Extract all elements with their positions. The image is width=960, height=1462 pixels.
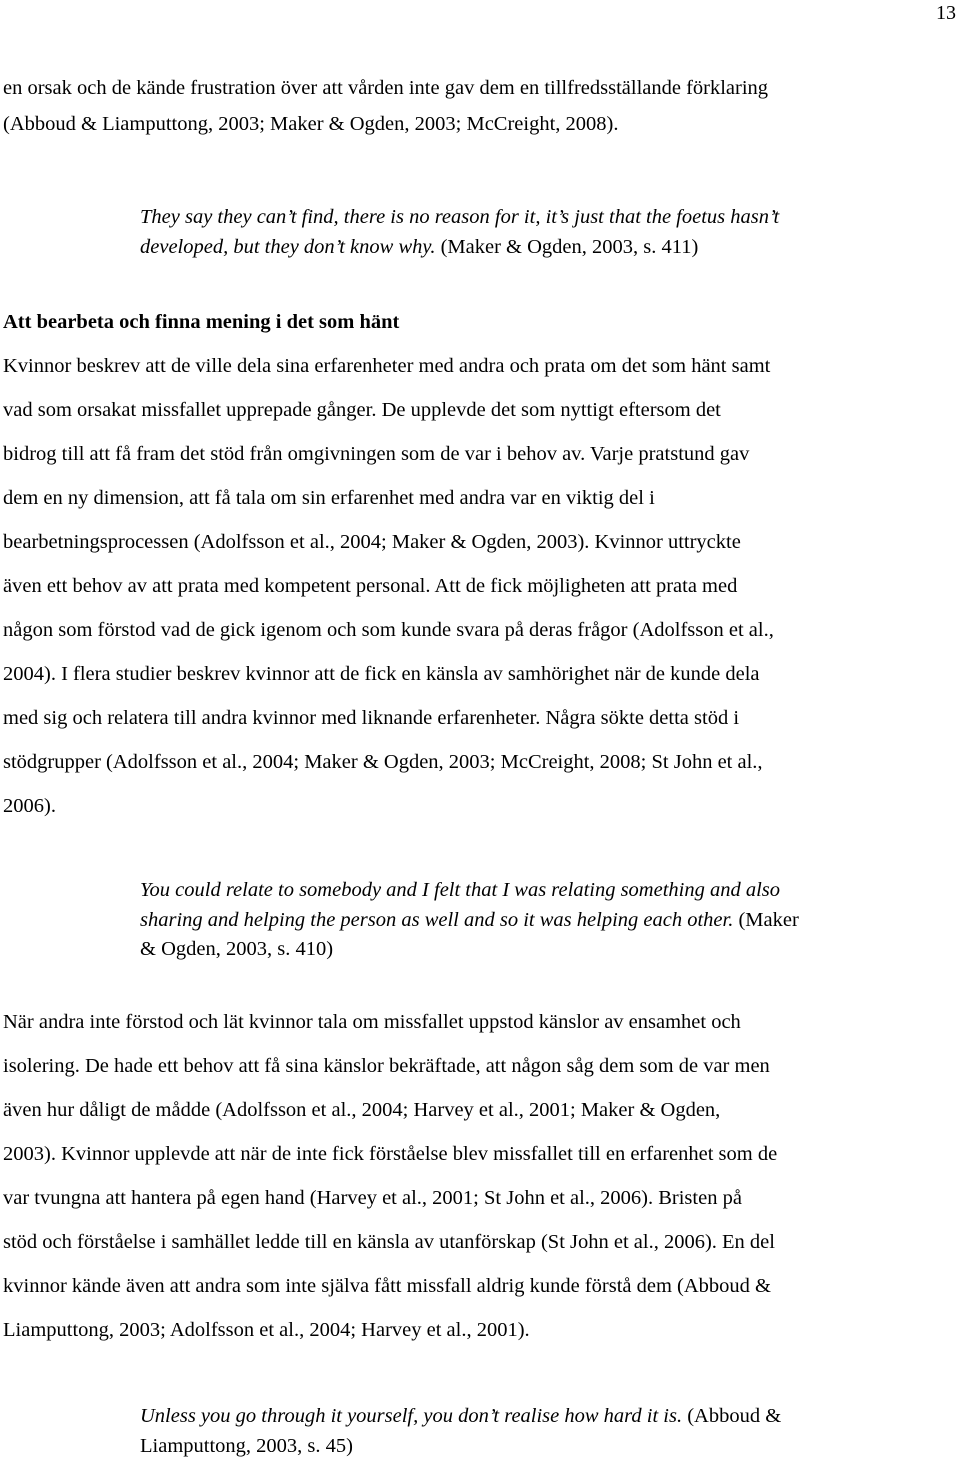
quote-line xyxy=(140,233,940,263)
text-line: kvinnor kände även att andra som inte själva fått missfall aldrig kunde förstå dem (Abboud & xyxy=(3,1275,771,1297)
paragraph-1 xyxy=(3,344,956,828)
quote-text: They say they can’t find, there is no reason for it, it’s just that the foetus hasn’t xyxy=(140,206,780,228)
quote-line: Liamputtong, 2003, s. 45) xyxy=(140,1434,353,1457)
block-quote-1 xyxy=(140,203,940,262)
block-quote-3 xyxy=(140,1402,940,1461)
text-line: en orsak och de kände frustration över att vården inte gav dem en tillfredsställande förklaring xyxy=(3,77,769,99)
paragraph-intro xyxy=(3,70,956,142)
page-number: 13 xyxy=(936,2,956,24)
quote-citation: (Maker xyxy=(733,908,799,931)
section-heading: Att bearbeta och finna mening i det som hänt xyxy=(3,311,400,333)
text-line: isolering. De hade ett behov att få sina känslor bekräftade, att någon såg dem som de var men xyxy=(3,1055,770,1077)
quote-line xyxy=(140,876,940,906)
text-line: dem en ny dimension, att få tala om sin erfarenhet med andra var en viktig del i xyxy=(3,487,655,509)
text-line: stödgrupper (Adolfsson et al., 2004; Maker & Ogden, 2003; McCreight, 2008; St John et al., xyxy=(3,751,763,773)
text-line: När andra inte förstod och lät kvinnor tala om missfallet uppstod känslor av ensamhet och xyxy=(3,1011,741,1033)
text-line: stöd och förståelse i samhället ledde till en känsla av utanförskap (St John et al., 2006). En del xyxy=(3,1231,775,1253)
text-line: med sig och relatera till andra kvinnor med liknande erfarenheter. Några sökte detta stöd i xyxy=(3,707,740,729)
paragraph-2 xyxy=(3,1000,956,1352)
quote-line xyxy=(140,906,940,936)
quote-line xyxy=(140,203,940,233)
text-line: även ett behov av att prata med kompetent personal. Att de fick möjligheten att prata med xyxy=(3,575,738,597)
text-line: 2004). I flera studier beskrev kvinnor att de fick en känsla av samhörighet när de kunde dela xyxy=(3,663,760,685)
text-line: även hur dåligt de mådde (Adolfsson et al., 2004; Harvey et al., 2001; Maker & Ogden, xyxy=(3,1099,721,1121)
quote-line: & Ogden, 2003, s. 410) xyxy=(140,938,334,960)
quote-citation: (Maker & Ogden, 2003, s. 411) xyxy=(435,235,699,258)
text-line: var tvungna att hantera på egen hand (Harvey et al., 2001; St John et al., 2006). Bristen på xyxy=(3,1187,742,1209)
text-line: 2003). Kvinnor upplevde att när de inte fick förståelse blev missfallet till en erfarenhet som de xyxy=(3,1143,778,1165)
text-line: bidrog till att få fram det stöd från omgivningen som de var i behov av. Varje pratstund gav xyxy=(3,443,750,465)
quote-citation: (Abboud & xyxy=(682,1405,782,1427)
text-line: någon som förstod vad de gick igenom och som kunde svara på deras frågor (Adolfsson et al., xyxy=(3,619,774,641)
quote-text: You could relate to somebody and I felt that I was relating something and also xyxy=(140,879,781,901)
text-line: bearbetningsprocessen (Adolfsson et al., 2004; Maker & Ogden, 2003). Kvinnor uttryckte xyxy=(3,531,741,553)
text-line: vad som orsakat missfallet upprepade gånger. De upplevde det som nyttigt eftersom det xyxy=(3,399,721,421)
quote-text: Unless you go through it yourself, you don’t realise how hard it is. xyxy=(140,1405,683,1427)
text-line: Kvinnor beskrev att de ville dela sina erfarenheter med andra och prata om det som hänt samt xyxy=(3,355,771,377)
quote-line xyxy=(140,1402,940,1432)
text-line: (Abboud & Liamputtong, 2003; Maker & Ogden, 2003; McCreight, 2008). xyxy=(3,113,619,135)
text-line: Liamputtong, 2003; Adolfsson et al., 2004; Harvey et al., 2001). xyxy=(3,1319,530,1341)
quote-text: sharing and helping the person as well and so it was helping each other. xyxy=(140,908,734,931)
block-quote-2 xyxy=(140,876,940,965)
quote-text: developed, but they don’t know why. xyxy=(140,235,436,258)
text-line: 2006). xyxy=(3,795,56,817)
